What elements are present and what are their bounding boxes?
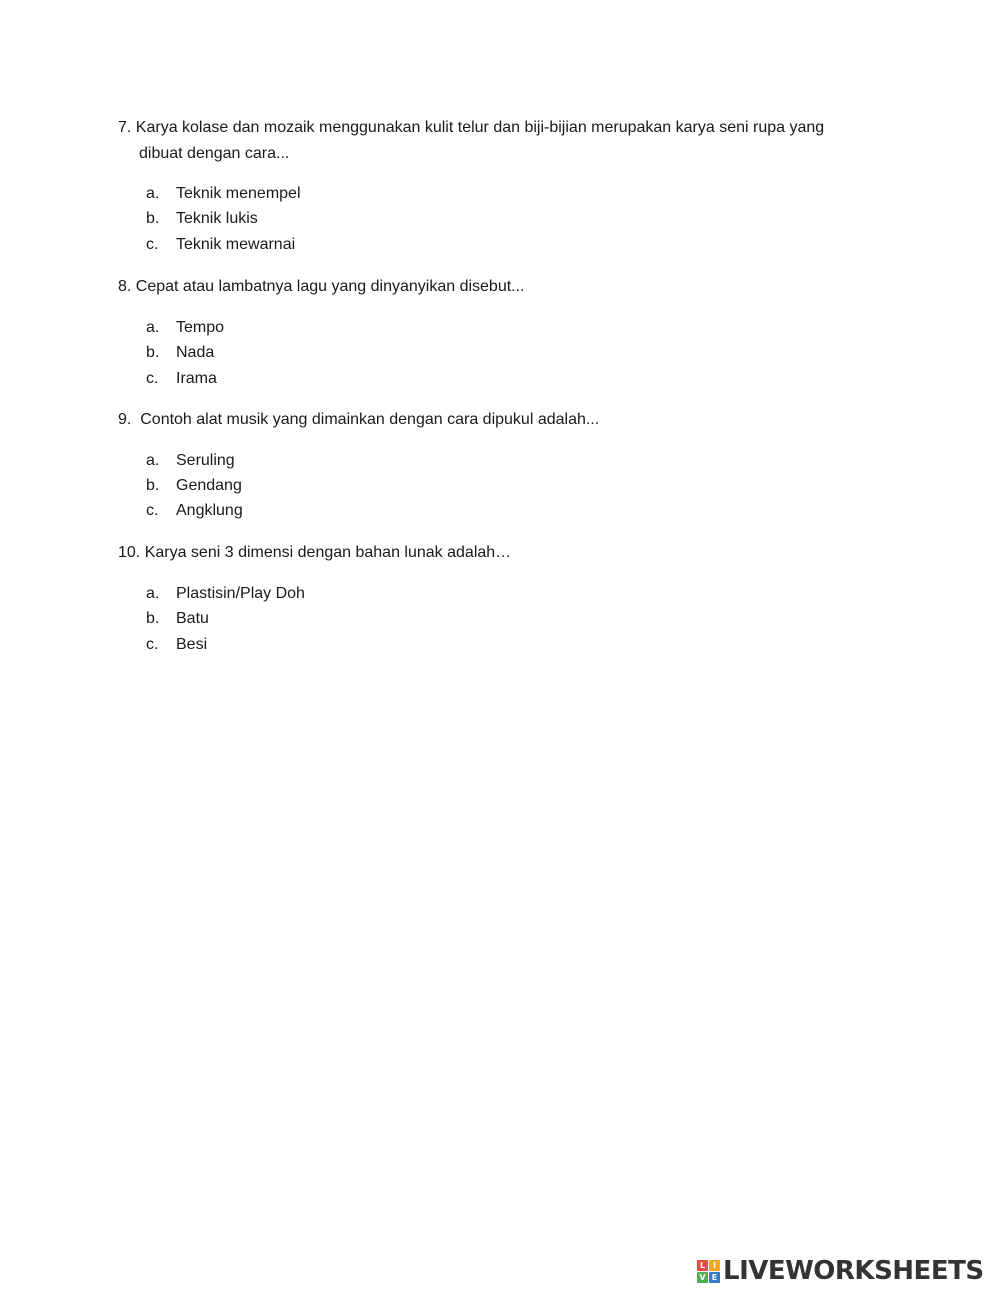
question-9-option-b: b. Gendang [146, 477, 242, 494]
question-8 [118, 274, 525, 300]
logo-letter-e: E [709, 1272, 720, 1283]
logo-mark-icon [697, 1260, 720, 1283]
question-10-option-c: c. Besi [146, 636, 208, 653]
question-7-text-line2: dibuat dengan cara... [139, 145, 290, 162]
question-9-option-c: c. Angklung [146, 502, 243, 519]
question-8-option-b: b. Nada [146, 344, 215, 361]
question-7-option-c: c. Teknik mewarnai [146, 236, 296, 253]
question-9-option-a: a. Seruling [146, 452, 235, 469]
logo-letter-i: I [709, 1260, 720, 1271]
question-9-text: 9. Contoh alat musik yang dimainkan dengan cara dipukul adalah... [118, 411, 600, 428]
logo-letter-l: L [697, 1260, 708, 1271]
question-10-option-a: a. Plastisin/Play Doh [146, 585, 305, 602]
question-10 [118, 540, 511, 566]
question-9 [118, 407, 599, 433]
question-7 [118, 115, 824, 167]
question-8-text: 8. Cepat atau lambatnya lagu yang dinyanyikan disebut... [118, 278, 525, 295]
question-10-option-b: b. Batu [146, 610, 209, 627]
question-7-option-b: b. Teknik lukis [146, 210, 258, 227]
question-10-text: 10. Karya seni 3 dimensi dengan bahan lunak adalah… [118, 544, 512, 561]
question-8-option-a: a. Tempo [146, 319, 225, 336]
question-8-option-c: c. Irama [146, 370, 217, 387]
question-7-text-line1: 7. Karya kolase dan mozaik menggunakan kulit telur dan biji-bijian merupakan karya seni rupa yang [118, 119, 825, 136]
brand-name: LIVEWORKSHEETS [723, 1256, 984, 1286]
logo-letter-v: V [697, 1272, 708, 1283]
question-7-option-a: a. Teknik menempel [146, 185, 301, 202]
liveworksheets-logo [697, 1256, 984, 1286]
